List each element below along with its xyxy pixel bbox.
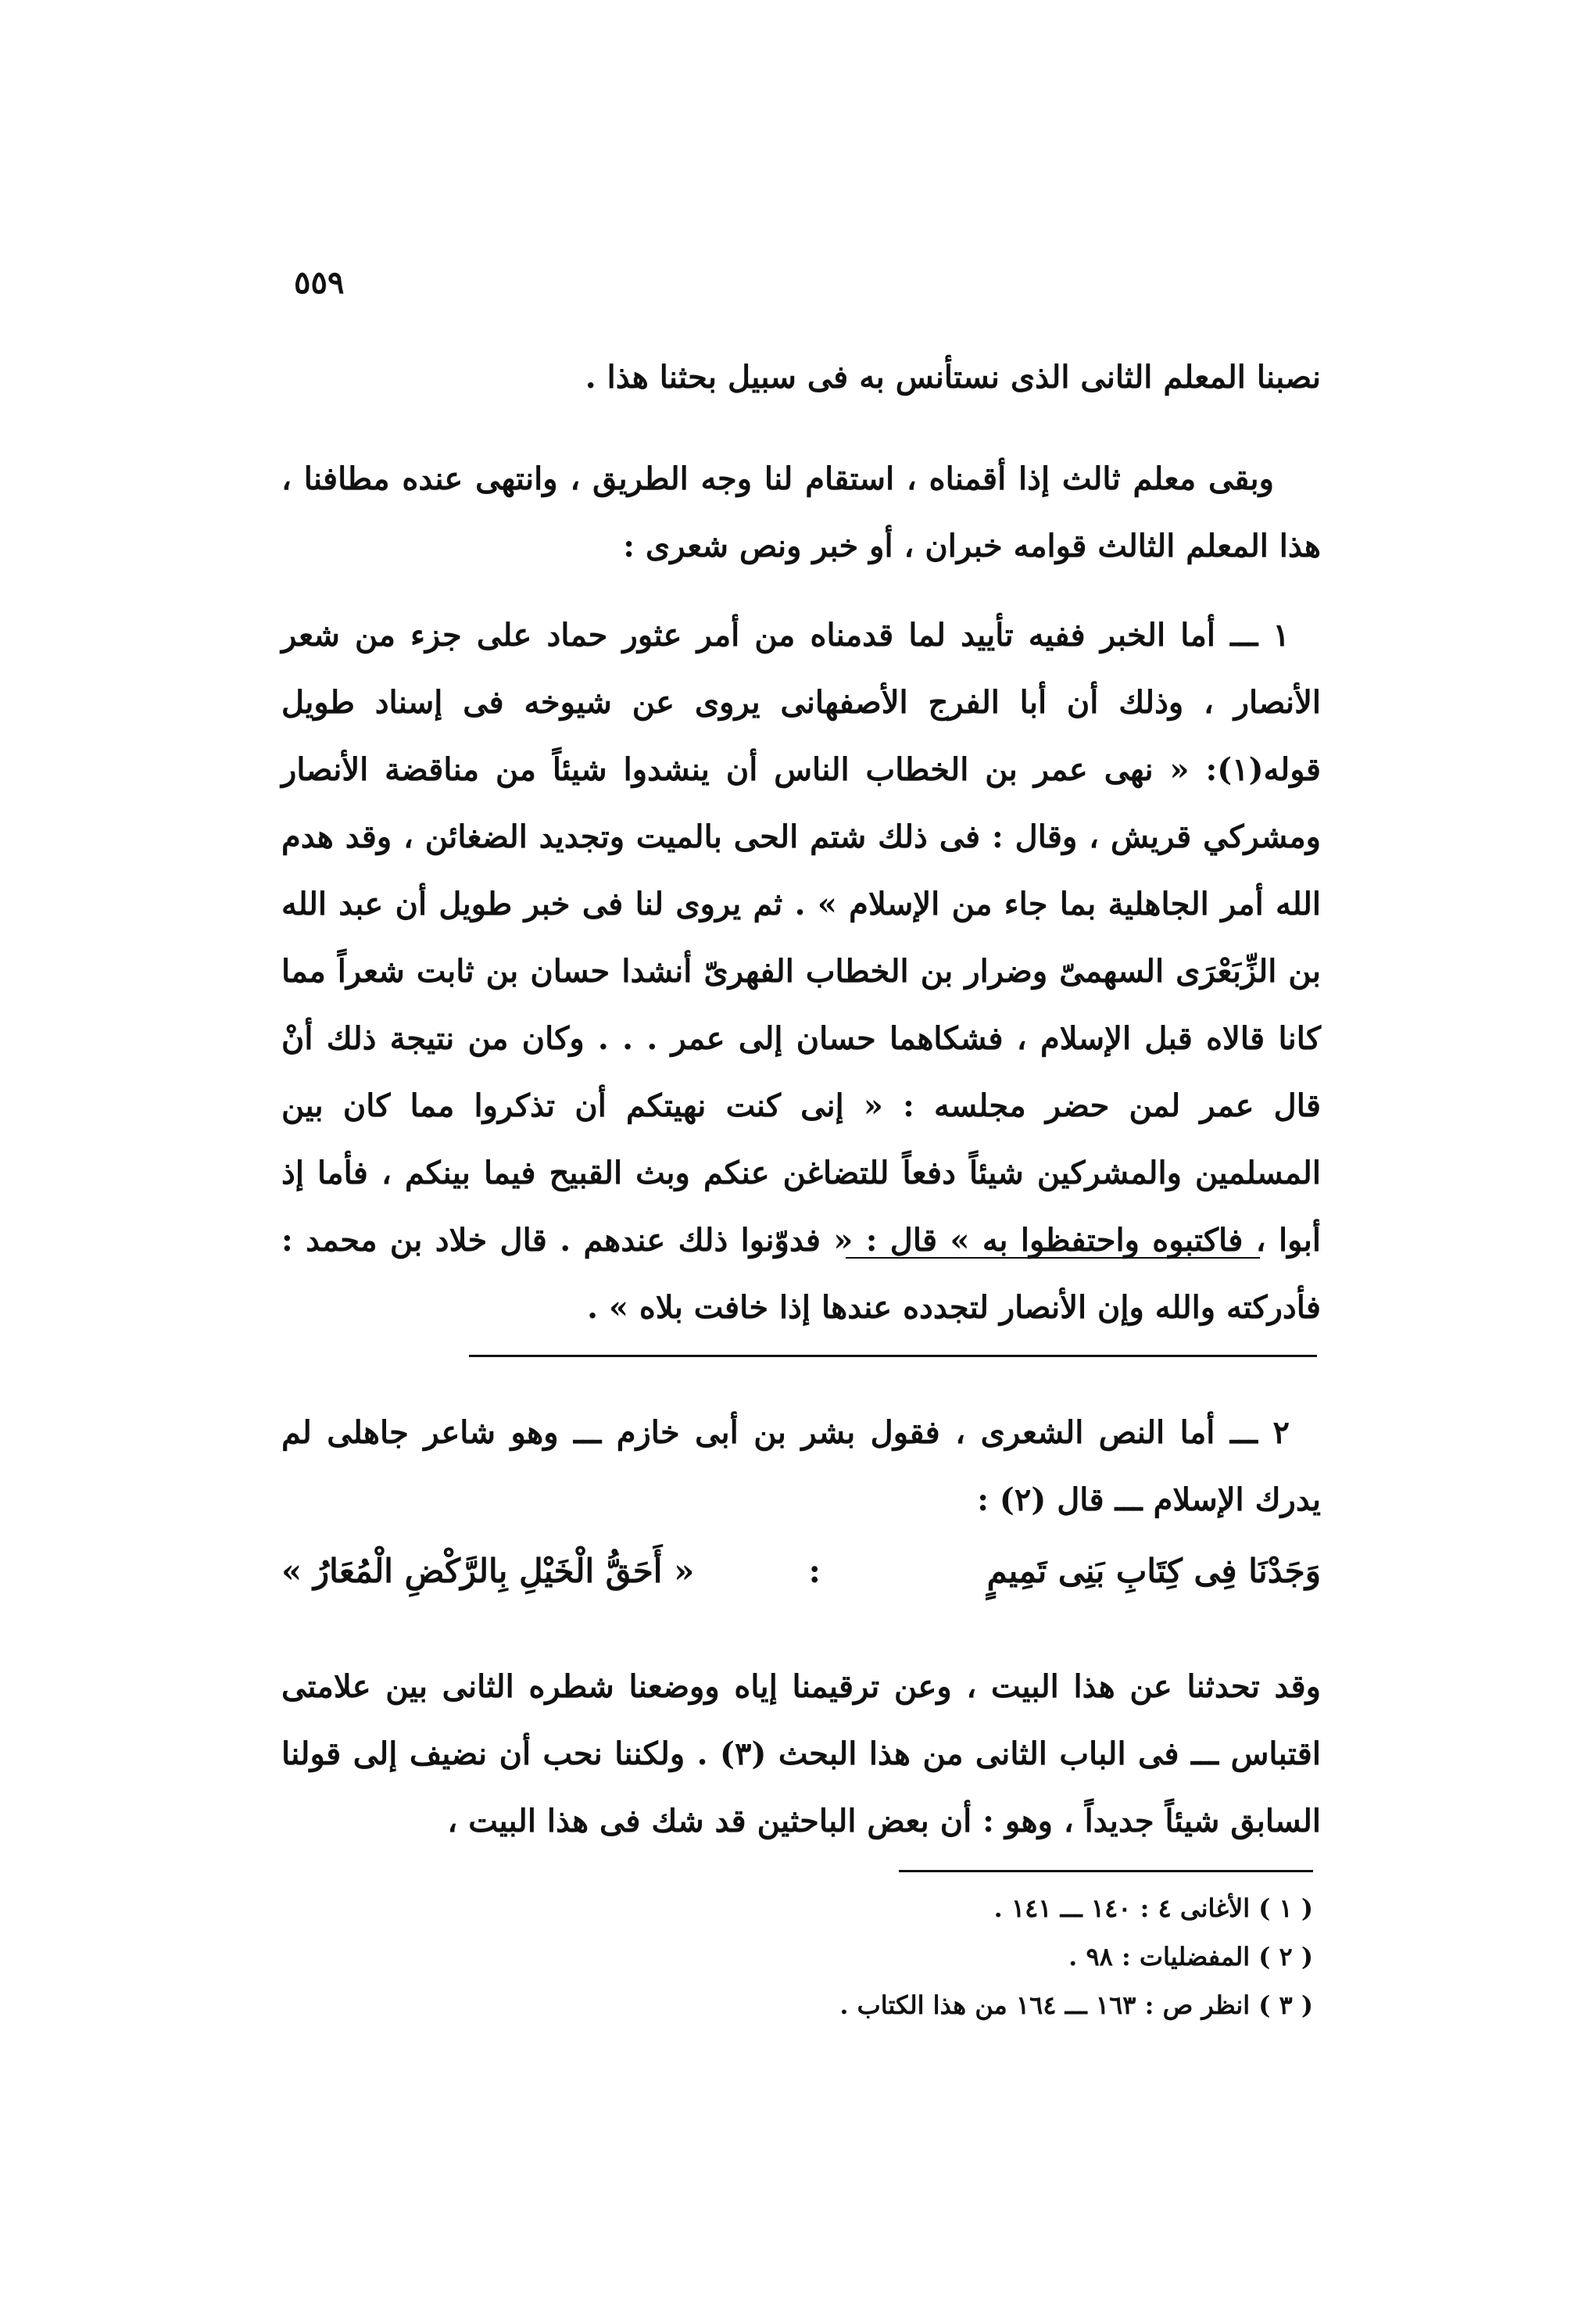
paragraph-third-landmark: وبقى معلم ثالث إذا أقمناه ، استقام لنا وجه الطريق ، وانتهى عنده مطافنا ، هذا المعلم الثالث قوامه خبران ، أو خبر ونص شعرى : bbox=[281, 460, 1321, 564]
paragraph-intro: نصبنا المعلم الثانى الذى نستأنس به فى سبيل بحثنا هذا . bbox=[585, 359, 1321, 396]
paragraph-first-point: ١ ـــ أما الخبر ففيه تأييد لما قدمناه من أمر عثور حماد على جزء من شعر الأنصار ، وذلك أن أبا الفرج الأصفهانى يروى عن شيوخه فى إسناد طويل قوله(١): « نهى عمر بن الخطاب الناس أن ينشدوا شيئاً من مناقضة الأنصار ومشركي قريش ، وقال : فى ذلك شتم الحى بالميت وتجديد الضغائن ، وقد هدم الله أمر الجاهلية بما جاء من الإسلام » . ثم يروى لنا فى خبر طويل أن عبد الله بن الزِّبَعْرَى السهمىّ وضرار بن الخطاب الفهرىّ أنشدا حسان بن ثابت شعراً مما كانا قالاه قبل الإسلام ، فشكاهما حسان إلى عمر . . . وكان من نتيجة ذلك أنْ قال عمر لمن حضر مجلسه : « إنى كنت نهيتكم أن تذكروا مما كان بين المسلمين والمشركين شيئاً دفعاً للتضاغن عنكم وبث القبيح فيما بينكم ، فأما إذ أبوا ، فاكتبوه واحتفظوا به » قال : « فدوّنوا ذلك عندهم . قال خلاد بن محمد : فأدركته والله وإن الأنصار لتجدده عندها إذا خافت بلاه » . bbox=[281, 617, 1321, 1326]
verse-separator: : bbox=[808, 1552, 821, 1590]
poetry-verse bbox=[281, 1552, 1321, 1622]
footnote-item: ( ٢ ) المفضليات : ٩٨ . bbox=[1068, 1942, 1313, 1972]
text-underline bbox=[846, 1257, 1260, 1259]
page-number: ٥٥٩ bbox=[294, 264, 345, 301]
verse-hemistich-second: « أَحَقُّ الْخَيْلِ بِالرَّكْضِ الْمُعَارُ » bbox=[281, 1552, 695, 1590]
paragraph-verse-discussion: وقد تحدثنا عن هذا البيت ، وعن ترقيمنا إياه ووضعنا شطره الثانى بين علامتى اقتباس ـــ فى الباب الثانى من هذا البحث (٣) . ولكننا نحب أن نضيف إلى قولنا السابق شيئاً جديداً ، وهو : أن بعض الباحثين قد شك فى هذا البيت ، bbox=[281, 1668, 1321, 1839]
footnote-item: ( ١ ) الأغانى ٤ : ١٤٠ ـــ ١٤١ . bbox=[993, 1893, 1313, 1923]
footnote-divider bbox=[899, 1870, 1313, 1872]
section-divider bbox=[469, 1355, 1317, 1357]
paragraph-second-point: ٢ ـــ أما النص الشعرى ، فقول بشر بن أبى خازم ـــ وهو شاعر جاهلى لم يدرك الإسلام ـــ قال (٢) : bbox=[281, 1414, 1321, 1518]
verse-hemistich-first: وَجَدْنَا فِى كِتَابِ بَنِى تَمِيمٍ bbox=[986, 1552, 1321, 1590]
footnotes bbox=[625, 1884, 1313, 2029]
footnote-item: ( ٣ ) انظر ص : ١٦٣ ـــ ١٦٤ من هذا الكتاب . bbox=[839, 1990, 1313, 2020]
